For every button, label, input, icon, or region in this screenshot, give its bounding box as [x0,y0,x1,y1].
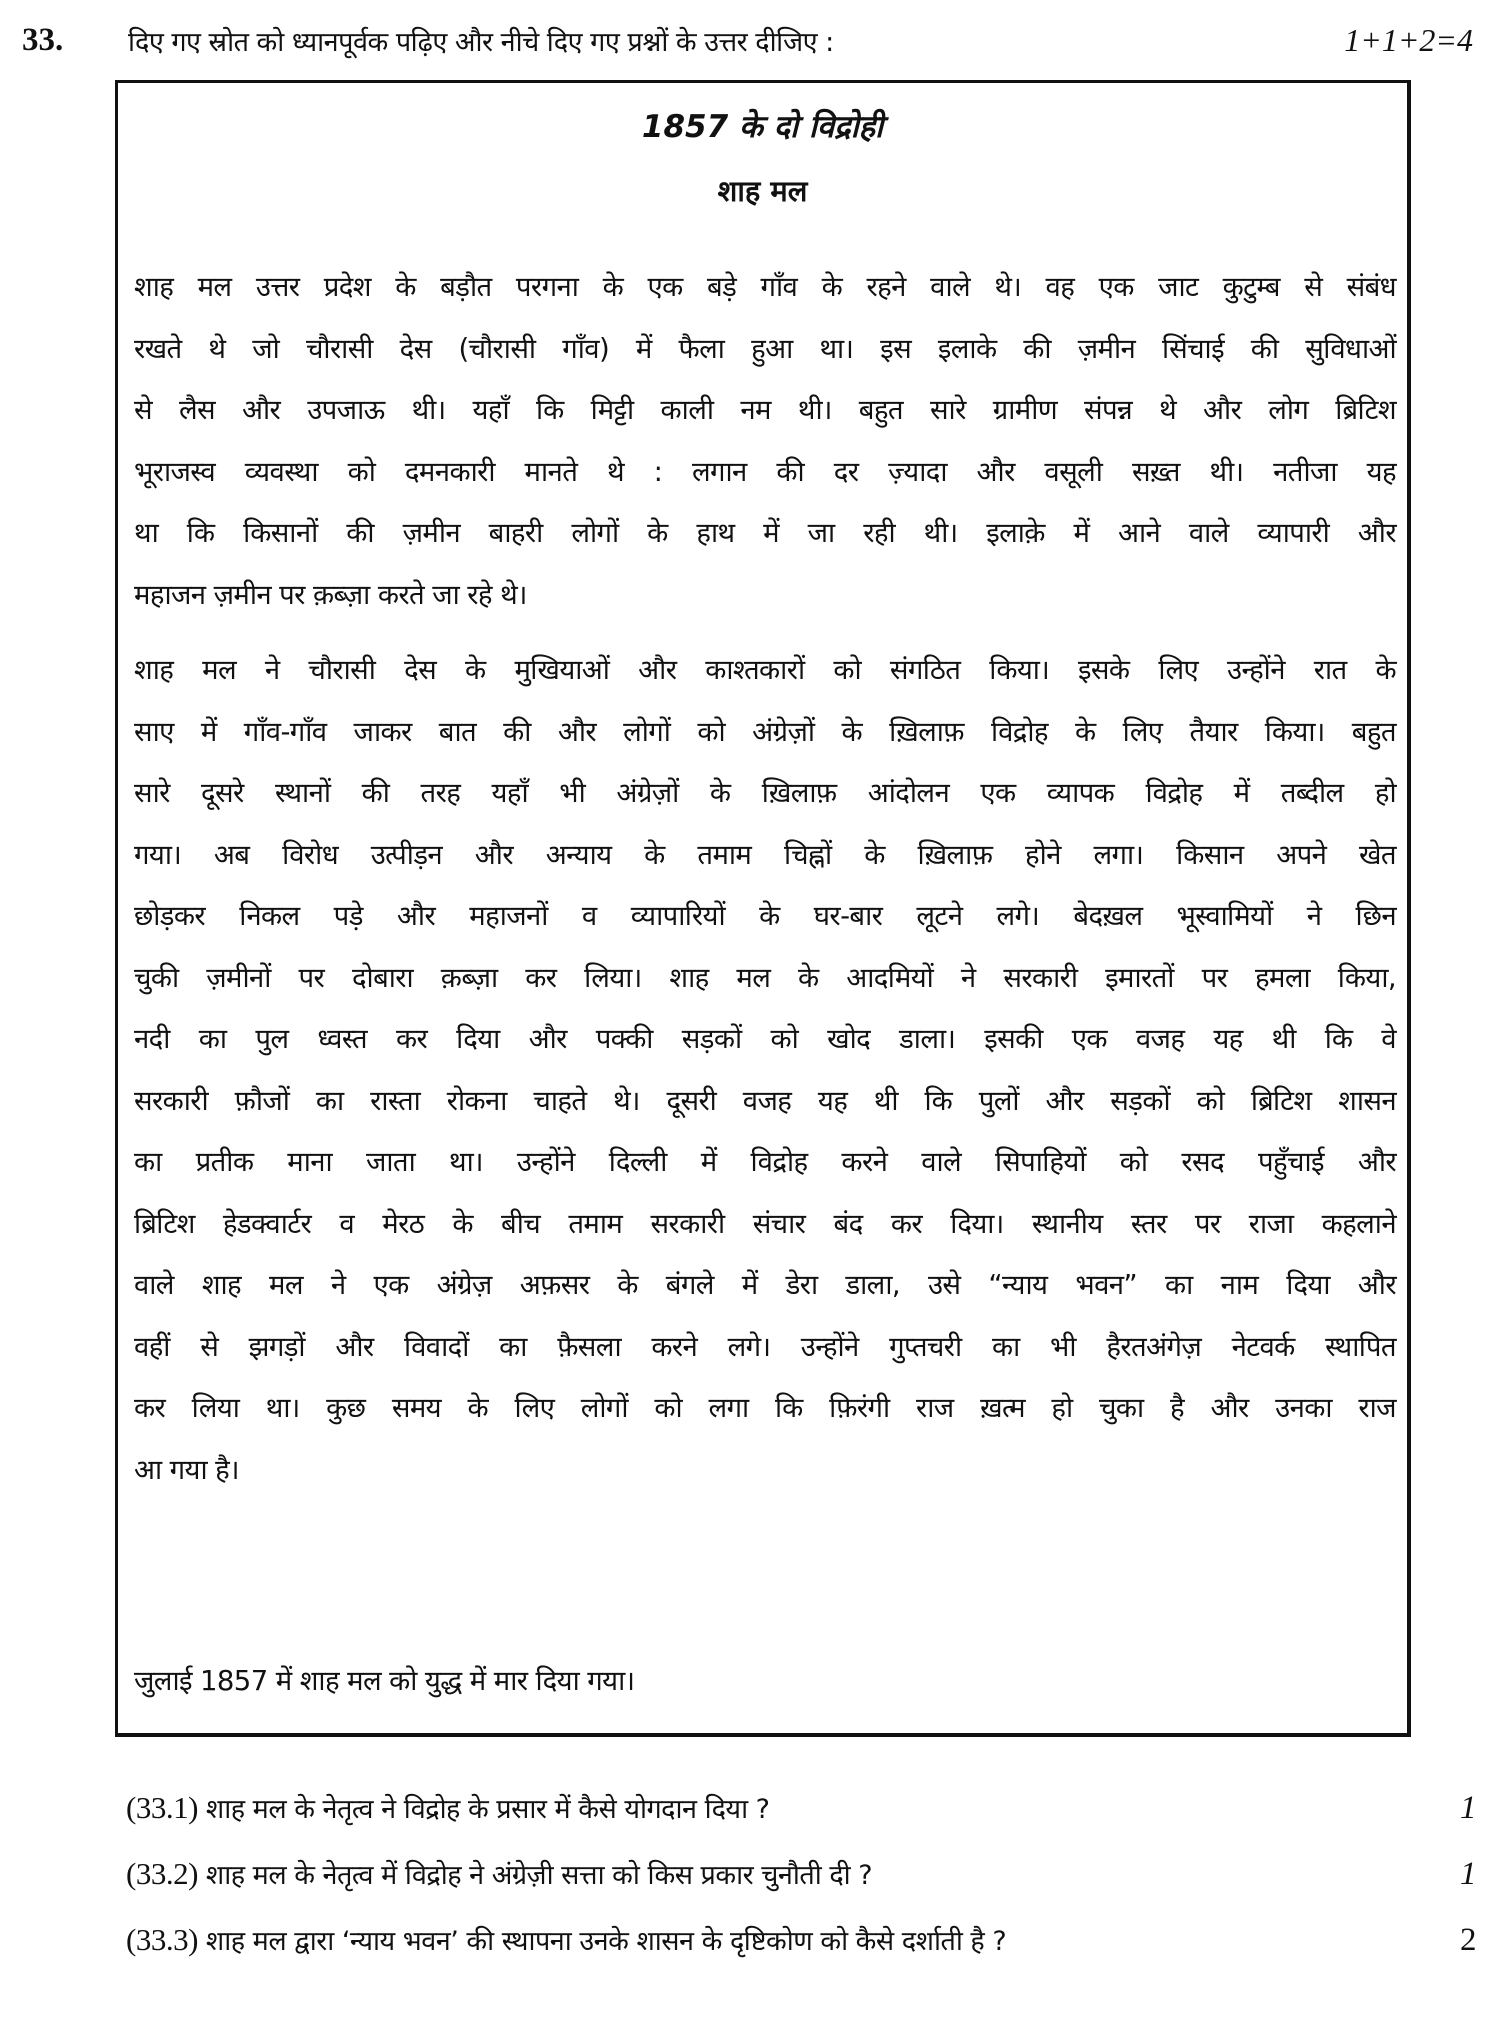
sub-question-number: (33.3) [126,1922,198,1957]
source-title: 1857 के दो विद्रोही [641,109,884,145]
paragraph-line: से लैस और उपजाऊ थी। यहाँ कि मिट्टी काली नम थी। बहुत सारे ग्रामीण संपन्न थे और लोग ब्रिटिश [134,394,1396,426]
sub-question-33-1 [126,1775,1476,1841]
paragraph-line: भूराजस्व व्यवस्था को दमनकारी मानते थे : लगान की दर ज़्यादा और वसूली सख़्त थी। नतीजा यह [134,455,1396,488]
paragraph-line: जुलाई 1857 में शाह मल को युद्ध में मार दिया गया। [134,1665,635,1697]
sub-question-marks: 1 [1460,1790,1476,1826]
paragraph-line: सारे दूसरे स्थानों की तरह यहाँ भी अंग्रेज़ों के ख़िलाफ़ आंदोलन एक व्यापक विद्रोह में तब्दील हो [134,777,1396,809]
question-number: 33. [22,22,64,58]
sub-question-33-3 [126,1907,1476,1973]
source-passage-box [115,80,1411,1737]
sub-questions-list [126,1775,1476,1973]
paragraph-line: वाले शाह मल ने एक अंग्रेज़ अफ़सर के बंगले में डेरा डाला, उसे “न्याय भवन” का नाम दिया और [134,1269,1396,1301]
sub-question-marks: 2 [1460,1922,1476,1958]
paragraph-line: चुकी ज़मीनों पर दोबारा क़ब्ज़ा कर लिया। शाह मल के आदमियों ने सरकारी इमारतों पर हमला किया, [134,961,1396,994]
sub-question-marks: 1 [1460,1856,1476,1892]
paragraph-line: ब्रिटिश हेडक्वार्टर व मेरठ के बीच तमाम सरकारी संचार बंद कर दिया। स्थानीय स्तर पर राजा कहलाने [134,1207,1396,1240]
paragraph-line: रखते थे जो चौरासी देस (चौरासी गाँव) में फैला हुआ था। इस इलाके की ज़मीन सिंचाई की सुविधाओं [134,332,1396,365]
sub-question-number: (33.1) [126,1790,198,1825]
paragraph-line: महाजन ज़मीन पर क़ब्ज़ा करते जा रहे थे। [134,578,527,611]
sub-question-text: शाह मल के नेतृत्व में विद्रोह ने अंग्रेज़ी सत्ता को किस प्रकार चुनौती दी ? [205,1860,873,1891]
paragraph-line: शाह मल ने चौरासी देस के मुखियाओं और काश्तकारों को संगठित किया। इसके लिए उन्होंने रात के [134,654,1396,686]
paragraph-line: शाह मल उत्तर प्रदेश के बड़ौत परगना के एक बड़े गाँव के रहने वाले थे। वह एक जाट कुटुम्ब से संबंध [134,271,1396,303]
source-paragraph-3 [134,1651,1396,1713]
paragraph-line: था कि किसानों की ज़मीन बाहरी लोगों के हाथ में जा रही थी। इलाक़े में आने वाले व्यापारी और [134,517,1396,549]
paragraph-line: वहीं से झगड़ों और विवादों का फ़ैसला करने लगे। उन्होंने गुप्तचरी का भी हैरतअंगेज़ नेटवर्क स्थापित [134,1330,1396,1363]
paragraph-line: गया। अब विरोध उत्पीड़न और अन्याय के तमाम चिह्नों के ख़िलाफ़ होने लगा। किसान अपने खेत [134,838,1396,871]
question-marks-total: 1+1+2=4 [1344,22,1473,58]
question-header [0,18,1505,68]
sub-question-number: (33.2) [126,1856,198,1891]
paragraph-line: छोड़कर निकल पड़े और महाजनों व व्यापारियों के घर-बार लूटने लगे। बेदख़ल भूस्वामियों ने छिन [134,900,1396,932]
paragraph-line: सरकारी फ़ौजों का रास्ता रोकना चाहते थे। दूसरी वजह यह थी कि पुलों और सड़कों को ब्रिटिश शासन [134,1084,1396,1117]
sub-question-text: शाह मल द्वारा ‘न्याय भवन’ की स्थापना उनके शासन के दृष्टिकोण को कैसे दर्शाती है ? [205,1926,1007,1957]
paragraph-line: का प्रतीक माना जाता था। उन्होंने दिल्ली में विद्रोह करने वाले सिपाहियों को रसद पहुँचाई और [134,1146,1396,1178]
paragraph-line: कर लिया था। कुछ समय के लिए लोगों को लगा कि फ़िरंगी राज ख़त्म हो चुका है और उनका राज [134,1392,1396,1424]
sub-question-33-2 [126,1841,1476,1907]
paragraph-line: साए में गाँव-गाँव जाकर बात की और लोगों को अंग्रेज़ों के ख़िलाफ़ विद्रोह के लिए तैयार किया। बहुत [134,715,1396,748]
source-paragraph-2 [134,640,1396,1501]
source-subtitle: शाह मल [717,174,808,208]
sub-question-text: शाह मल के नेतृत्व ने विद्रोह के प्रसार में कैसे योगदान दिया ? [205,1794,770,1825]
source-paragraph-1 [134,257,1396,626]
paragraph-line: नदी का पुल ध्वस्त कर दिया और पक्की सड़कों को खोद डाला। इसकी एक वजह यह थी कि वे [134,1023,1396,1055]
question-instruction: दिए गए स्रोत को ध्यानपूर्वक पढ़िए और नीचे दिए गए प्रश्नों के उत्तर दीजिए : [128,27,834,58]
paragraph-line: आ गया है। [134,1453,239,1486]
